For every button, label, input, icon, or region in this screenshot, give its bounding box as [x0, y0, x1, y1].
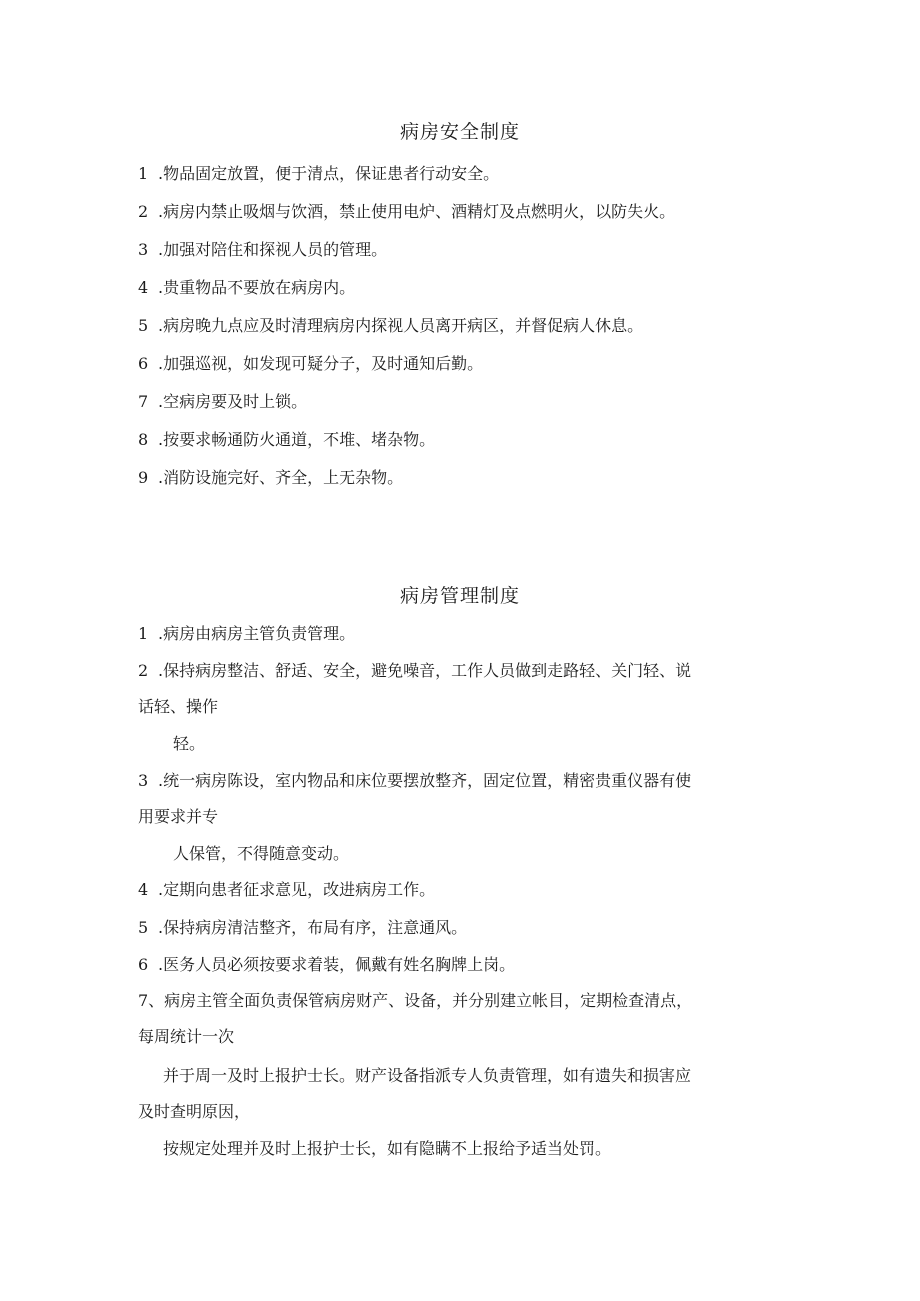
list-item: [138, 991, 692, 1011]
item-text: .贵重物品不要放在病房内。: [158, 278, 356, 297]
item-text: .按要求畅通防火通道，不堆、堵杂物。: [158, 430, 436, 449]
list-item: [138, 240, 387, 260]
list-item: [138, 392, 307, 412]
item-number: 7: [138, 392, 149, 411]
item-number: 3: [138, 240, 149, 259]
list-item-continuation: 话轻、操作: [138, 697, 219, 716]
item-number: 5: [138, 918, 149, 937]
item-text: .统一病房陈设，室内物品和床位要摆放整齐，固定位置，精密贵重仪器有使: [158, 771, 692, 790]
item-number: 8: [138, 430, 149, 449]
item-text: .病房由病房主管负责管理。: [158, 624, 356, 643]
list-item-continuation: 按规定处理并及时上报护士长，如有隐瞒不上报给予适当处罚。: [163, 1139, 612, 1158]
list-item-continuation: 并于周一及时上报护士长。财产设备指派专人负责管理，如有遗失和损害应: [163, 1066, 692, 1085]
item-number: 1: [138, 164, 149, 183]
list-item: [138, 354, 483, 374]
item-text: .医务人员必须按要求着装，佩戴有姓名胸牌上岗。: [158, 955, 516, 974]
item-text: .加强巡视，如发现可疑分子，及时通知后勤。: [158, 354, 484, 373]
list-item-continuation: 每周统计一次: [138, 1027, 235, 1046]
list-item: [138, 955, 515, 975]
list-item: [138, 202, 675, 222]
item-number: 3: [138, 771, 149, 790]
section-title-management: 病房管理制度: [399, 585, 520, 607]
section-title-safety: 病房安全制度: [399, 121, 520, 143]
item-number: 2: [138, 202, 149, 221]
list-item-continuation: 及时查明原因，: [138, 1102, 251, 1121]
item-number: 6: [138, 354, 149, 373]
item-number: 5: [138, 316, 149, 335]
item-text: .定期向患者征求意见，改进病房工作。: [158, 880, 436, 899]
item-number: 1: [138, 624, 149, 643]
list-item: [138, 918, 467, 938]
item-number: 4: [138, 880, 149, 899]
item-number: 4: [138, 278, 149, 297]
list-item: [138, 430, 435, 450]
list-item: [138, 771, 691, 791]
item-text: .空病房要及时上锁。: [158, 392, 308, 411]
list-item: [138, 164, 499, 184]
list-item-continuation: 轻。: [173, 734, 206, 753]
item-text: 7、病房主管全面负责保管病房财产、设备，并分别建立帐目，定期检查清点，: [138, 991, 693, 1010]
list-item-continuation: 用要求并专: [138, 807, 219, 826]
item-text: .保持病房整洁、舒适、安全，避免噪音，工作人员做到走路轻、关门轻、说: [158, 661, 692, 680]
list-item-continuation: 人保管，不得随意变动。: [173, 844, 350, 863]
list-item: [138, 624, 355, 644]
list-item: [138, 468, 403, 488]
item-number: 2: [138, 661, 149, 680]
list-item: [138, 278, 355, 298]
item-text: .消防设施完好、齐全，上无杂物。: [158, 468, 404, 487]
item-number: 6: [138, 955, 149, 974]
item-text: .病房内禁止吸烟与饮酒，禁止使用电炉、酒精灯及点燃明火，以防失火。: [158, 202, 676, 221]
list-item: [138, 316, 643, 336]
item-text: .保持病房清洁整齐，布局有序，注意通风。: [158, 918, 468, 937]
item-number: 9: [138, 468, 149, 487]
item-text: .物品固定放置，便于清点，保证患者行动安全。: [158, 164, 500, 183]
list-item: [138, 880, 435, 900]
list-item: [138, 661, 691, 681]
item-text: .病房晚九点应及时清理病房内探视人员离开病区，并督促病人休息。: [158, 316, 644, 335]
item-text: .加强对陪住和探视人员的管理。: [158, 240, 388, 259]
